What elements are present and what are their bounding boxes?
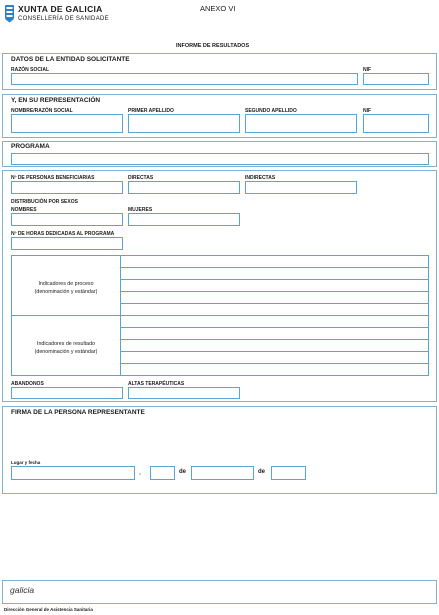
de-label-1: de [179, 469, 187, 475]
result-indicators-line1: Indicadores de resultado [36, 341, 95, 347]
document-title: INFORME DE RESULTADOS [176, 43, 250, 49]
representative-name-field[interactable] [11, 114, 123, 133]
program-section-title: PROGRAMA [11, 143, 50, 150]
footer-box [2, 580, 437, 604]
women-label: MUJERES [128, 207, 153, 213]
discharges-field[interactable] [128, 387, 240, 399]
nif-label: NIF [363, 67, 372, 73]
razon-social-field[interactable] [11, 73, 358, 85]
women-field[interactable] [128, 213, 240, 226]
representative-name-label: NOMBRE/RAZÓN SOCIAL [11, 108, 73, 114]
hours-field[interactable] [11, 237, 123, 250]
result-indicator-row[interactable] [121, 363, 429, 364]
result-indicator-row[interactable] [121, 351, 429, 352]
process-indicators-line1: Indicadores de proceso [38, 281, 94, 287]
xunta-logo-icon [4, 4, 15, 23]
place-field[interactable] [11, 466, 135, 480]
first-surname-label: PRIMER APELLIDO [128, 108, 174, 114]
comma-separator: , [139, 469, 141, 476]
annex-label: ANEXO VI [200, 4, 236, 13]
de-label-2: de [258, 469, 266, 475]
result-indicators-label [12, 340, 120, 356]
first-surname-field[interactable] [128, 114, 240, 133]
result-indicators-line2: (denominación y estándar) [34, 349, 98, 355]
representative-nif-label: NIF [363, 108, 372, 114]
process-indicators-line2: (denominación y estándar) [34, 289, 98, 295]
dropouts-field[interactable] [11, 387, 123, 399]
indirect-label: INDIRECTAS [245, 175, 276, 181]
result-indicator-row[interactable] [121, 339, 429, 340]
direct-label: DIRECTAS [128, 175, 154, 181]
men-label: NOMBRES [11, 207, 37, 213]
second-surname-field[interactable] [245, 114, 357, 133]
directorate-name: Dirección General de Asistencia Sanitaria [4, 607, 93, 612]
process-indicator-row[interactable] [121, 303, 429, 304]
indirect-field[interactable] [245, 181, 357, 194]
beneficiaries-label: Nº DE PERSONAS BENEFICIARIAS [11, 175, 95, 181]
razon-social-label: RAZÓN SOCIAL [11, 67, 50, 73]
process-indicator-row[interactable] [121, 291, 429, 292]
signature-section [2, 406, 437, 494]
entity-section-title: DATOS DE LA ENTIDAD SOLICITANTE [11, 56, 130, 63]
nif-field[interactable] [363, 73, 429, 85]
men-field[interactable] [11, 213, 123, 226]
process-indicators-label [12, 280, 120, 296]
discharges-label: ALTAS TERAPÉUTICAS [128, 381, 185, 387]
sex-distribution-label: DISTRIBUCIÓN POR SEXOS [11, 199, 78, 205]
galicia-logo: galicia [10, 585, 35, 595]
process-indicator-row[interactable] [121, 279, 429, 280]
month-field[interactable] [191, 466, 254, 480]
dropouts-label: ABANDONOS [11, 381, 44, 387]
department-name: CONSELLERÍA DE SANIDADE [18, 16, 109, 22]
year-field[interactable] [271, 466, 306, 480]
signature-section-title: FIRMA DE LA PERSONA REPRESENTANTE [11, 409, 145, 416]
program-field[interactable] [11, 153, 429, 165]
place-date-label: Lugar y fecha [11, 460, 41, 465]
result-indicator-row[interactable] [121, 327, 429, 328]
org-name: XUNTA DE GALICIA [18, 4, 103, 14]
hours-label: Nº DE HORAS DEDICADAS AL PROGRAMA [11, 231, 115, 237]
beneficiaries-field[interactable] [11, 181, 123, 194]
direct-field[interactable] [128, 181, 240, 194]
second-surname-label: SEGUNDO APELLIDO [245, 108, 297, 114]
process-indicator-row[interactable] [121, 267, 429, 268]
day-field[interactable] [150, 466, 175, 480]
representative-section-title: Y, EN SU REPRESENTACIÓN [11, 97, 101, 104]
representative-nif-field[interactable] [363, 114, 429, 133]
indicators-group-divider [11, 315, 429, 316]
